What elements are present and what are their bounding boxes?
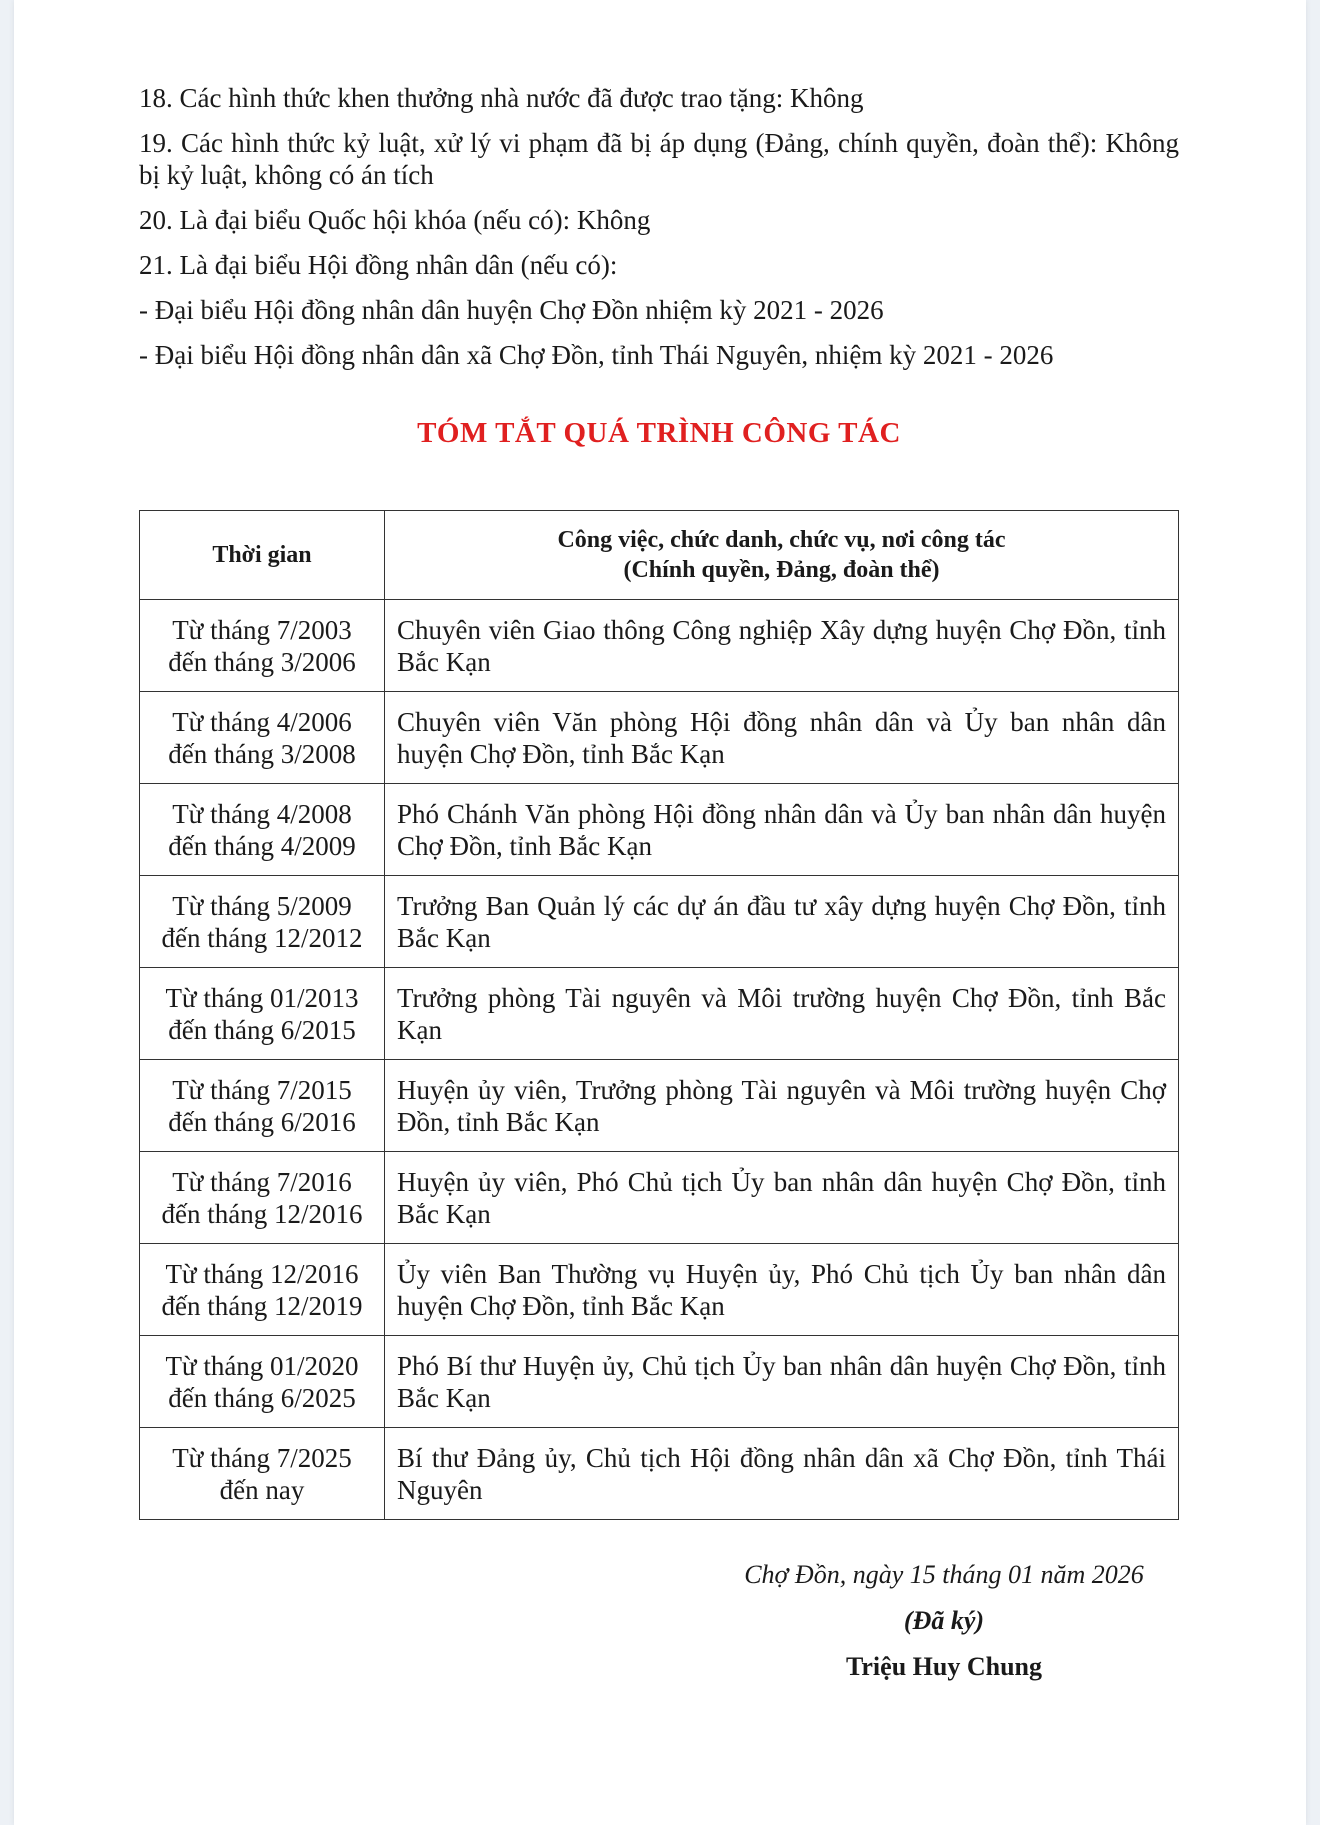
time-from: Từ tháng 5/2009 [172, 890, 352, 921]
time-to: đến tháng 6/2015 [168, 1014, 356, 1045]
document-page [14, 0, 1306, 1825]
time-to: đến tháng 12/2019 [161, 1290, 363, 1321]
time-cell [140, 968, 385, 1060]
signature-place-date: Chợ Đồn, ngày 15 tháng 01 năm 2026 [744, 1560, 1144, 1589]
time-from: Từ tháng 7/2025 [172, 1442, 352, 1473]
time-from: Từ tháng 4/2008 [172, 798, 352, 829]
item-19: 19. Các hình thức kỷ luật, xử lý vi phạm đã bị áp dụng (Đảng, chính quyền, đoàn thể): Không bị kỷ luật, không có án tích [139, 128, 1179, 190]
table-row [140, 876, 1179, 968]
table-row [140, 968, 1179, 1060]
job-cell: Trưởng Ban Quản lý các dự án đầu tư xây dựng huyện Chợ Đồn, tỉnh Bắc Kạn [385, 876, 1179, 968]
time-to: đến tháng 6/2025 [168, 1382, 356, 1413]
job-cell: Phó Bí thư Huyện ủy, Chủ tịch Ủy ban nhân dân huyện Chợ Đồn, tỉnh Bắc Kạn [385, 1336, 1179, 1428]
time-from: Từ tháng 01/2020 [165, 1350, 359, 1381]
time-from: Từ tháng 7/2003 [172, 614, 352, 645]
signature-signed-note: (Đã ký) [903, 1606, 985, 1635]
table-row [140, 692, 1179, 784]
time-to: đến tháng 3/2006 [168, 646, 356, 677]
header-job-line1: Công việc, chức danh, chức vụ, nơi công tác [557, 527, 1006, 553]
job-cell: Bí thư Đảng ủy, Chủ tịch Hội đồng nhân dân xã Chợ Đồn, tỉnh Thái Nguyên [385, 1428, 1179, 1520]
time-to: đến tháng 3/2008 [168, 738, 356, 769]
time-to: đến nay [219, 1474, 305, 1505]
time-from: Từ tháng 7/2016 [172, 1166, 352, 1197]
time-cell [140, 876, 385, 968]
table-row [140, 1060, 1179, 1152]
time-cell [140, 1336, 385, 1428]
table-row [140, 1152, 1179, 1244]
time-from: Từ tháng 4/2006 [172, 706, 352, 737]
time-cell [140, 784, 385, 876]
item-21-entry-1: - Đại biểu Hội đồng nhân dân huyện Chợ Đồn nhiệm kỳ 2021 - 2026 [139, 295, 884, 325]
job-cell: Huyện ủy viên, Trưởng phòng Tài nguyên và Môi trường huyện Chợ Đồn, tỉnh Bắc Kạn [385, 1060, 1179, 1152]
section-title: TÓM TẮT QUÁ TRÌNH CÔNG TÁC [417, 417, 901, 449]
time-from: Từ tháng 12/2016 [165, 1258, 359, 1289]
header-job [385, 511, 1179, 600]
time-cell [140, 1152, 385, 1244]
time-to: đến tháng 12/2016 [161, 1198, 363, 1229]
signer-name: Triệu Huy Chung [845, 1652, 1042, 1681]
document-content [139, 82, 1179, 1520]
item-20: 20. Là đại biểu Quốc hội khóa (nếu có): Không [139, 205, 651, 235]
time-cell [140, 600, 385, 692]
header-job-line2: (Chính quyền, Đảng, đoàn thể) [623, 557, 940, 583]
career-table [139, 510, 1179, 1520]
table-row [140, 1428, 1179, 1520]
header-time: Thời gian [140, 511, 385, 600]
time-to: đến tháng 6/2016 [168, 1106, 356, 1137]
time-cell [140, 1428, 385, 1520]
time-cell [140, 1060, 385, 1152]
job-cell: Chuyên viên Giao thông Công nghiệp Xây dựng huyện Chợ Đồn, tỉnh Bắc Kạn [385, 600, 1179, 692]
item-18: 18. Các hình thức khen thưởng nhà nước đã được trao tặng: Không [139, 83, 864, 113]
table-row [140, 1244, 1179, 1336]
time-to: đến tháng 4/2009 [168, 830, 356, 861]
table-row [140, 1336, 1179, 1428]
item-21: 21. Là đại biểu Hội đồng nhân dân (nếu có): [139, 250, 618, 280]
time-cell [140, 1244, 385, 1336]
job-cell: Phó Chánh Văn phòng Hội đồng nhân dân và Ủy ban nhân dân huyện Chợ Đồn, tỉnh Bắc Kạn [385, 784, 1179, 876]
time-to: đến tháng 12/2012 [161, 922, 363, 953]
table-row [140, 600, 1179, 692]
table-header-row [140, 511, 1179, 600]
job-cell: Ủy viên Ban Thường vụ Huyện ủy, Phó Chủ tịch Ủy ban nhân dân huyện Chợ Đồn, tỉnh Bắc Kạn [385, 1244, 1179, 1336]
time-from: Từ tháng 7/2015 [172, 1074, 352, 1105]
time-from: Từ tháng 01/2013 [165, 982, 359, 1013]
job-cell: Chuyên viên Văn phòng Hội đồng nhân dân và Ủy ban nhân dân huyện Chợ Đồn, tỉnh Bắc Kạn [385, 692, 1179, 784]
table-row [140, 784, 1179, 876]
job-cell: Huyện ủy viên, Phó Chủ tịch Ủy ban nhân dân huyện Chợ Đồn, tỉnh Bắc Kạn [385, 1152, 1179, 1244]
item-21-entry-2: - Đại biểu Hội đồng nhân dân xã Chợ Đồn, tỉnh Thái Nguyên, nhiệm kỳ 2021 - 2026 [139, 340, 1054, 370]
time-cell [140, 692, 385, 784]
job-cell: Trưởng phòng Tài nguyên và Môi trường huyện Chợ Đồn, tỉnh Bắc Kạn [385, 968, 1179, 1060]
